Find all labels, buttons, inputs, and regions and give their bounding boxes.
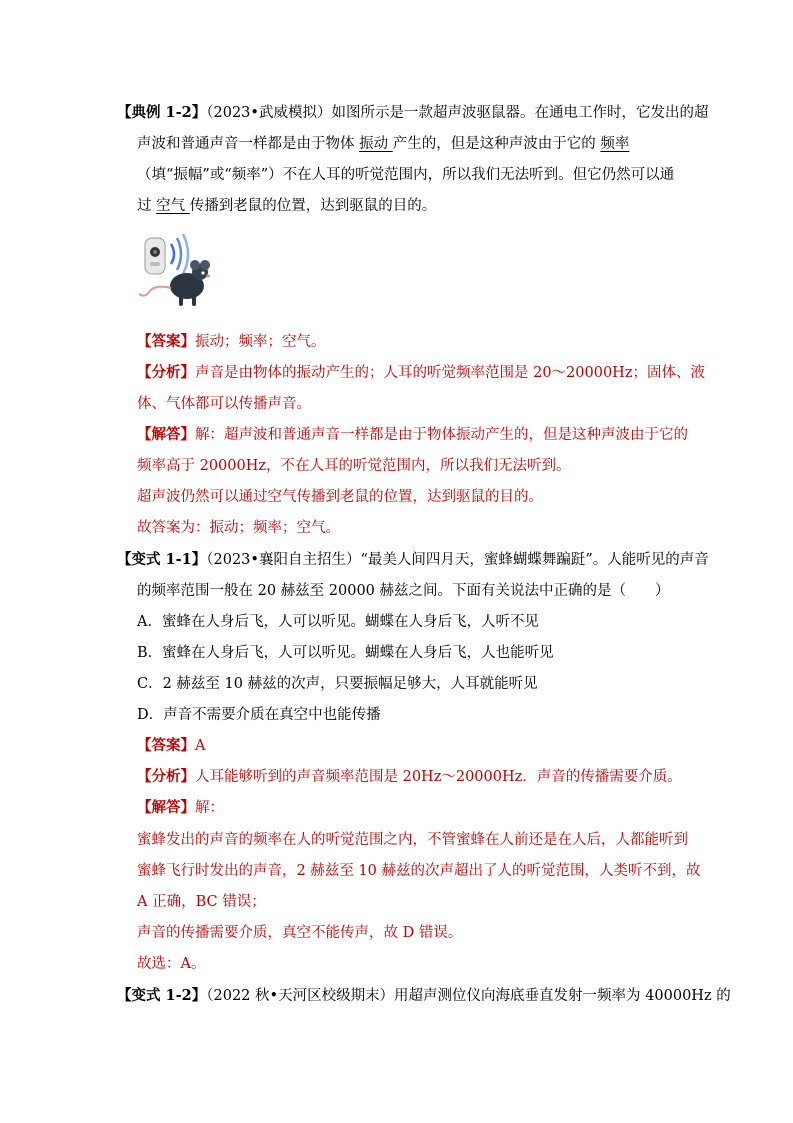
answer-blank-1: 振动: [359, 136, 393, 152]
example-tag: 【典例 1-2】: [117, 104, 207, 121]
example-solution-line-1: 【解答】解：超声波和普通声音一样都是由于物体振动产生的，但是这种声波由于它的: [137, 426, 688, 443]
answer-tag: 【答案】: [137, 333, 195, 350]
option-b: B．蜜蜂在人身后飞，人可以听见。蝴蝶在人身后飞，人也能听见: [137, 645, 554, 661]
answer-blank-2: 频率: [600, 136, 630, 152]
variant1-solution-line-3: A 正确，BC 错误；: [137, 894, 266, 910]
variant1-solution-line-1: 蜜蜂发出的声音的频率在人的听觉范围之内，不管蜜蜂在人前还是在人后，人都能听到: [137, 832, 688, 848]
solution-tag: 【解答】: [137, 426, 195, 443]
variant2-question-line-1: 【变式 1-2】（2022 秋•天河区校级期末）用超声测位仪向海底垂直发射一频率为 40000Hz 的: [117, 987, 731, 1004]
variant1-question-line-2: 的频率范围一般在 20 赫兹至 20000 赫兹之间。下面有关说法中正确的是（ ）: [137, 583, 670, 599]
example-solution-line-2: 频率高于 20000Hz，不在人耳的听觉范围内，所以我们无法听到。: [137, 458, 571, 474]
analysis-tag: 【分析】: [137, 364, 195, 381]
answer-blank-3: 空气: [156, 198, 190, 214]
variant2-tag: 【变式 1-2】: [117, 987, 207, 1004]
variant1-question-line-1: 【变式 1-1】（2023•襄阳自主招生）“最美人间四月天，蜜蜂蝴蝶舞蹁跹”。人能听见的声音: [117, 551, 709, 568]
variant1-tag: 【变式 1-1】: [117, 551, 207, 568]
option-c: C．2 赫兹至 10 赫兹的次声，只要振幅足够大，人耳就能听见: [137, 676, 538, 692]
example-question-line-4: 过 空气 传播到老鼠的位置，达到驱鼠的目的。: [137, 198, 437, 214]
variant1-answer: 【答案】A: [137, 737, 206, 754]
option-d: D．声音不需要介质在真空中也能传播: [137, 707, 381, 723]
example-question-line-1: 【典例 1-2】（2023•武威模拟）如图所示是一款超声波驱鼠器。在通电工作时，它发出的超: [117, 104, 709, 121]
example-question-line-2: 声波和普通声音一样都是由于物体 振动 产生的，但是这种声波由于它的 频率: [137, 136, 630, 152]
variant1-analysis: 【分析】人耳能够听到的声音频率范围是 20Hz～20000Hz．声音的传播需要介质。: [137, 768, 682, 785]
example-final-answer: 故答案为：振动；频率；空气。: [137, 520, 340, 536]
example-analysis-line-2: 体、气体都可以传播声音。: [137, 396, 311, 412]
option-a: A．蜜蜂在人身后飞，人可以听见。蝴蝶在人身后飞，人听不见: [137, 614, 539, 630]
variant1-final-answer: 故选：A。: [137, 956, 206, 972]
ultrasonic-repeller-image: [137, 232, 217, 312]
variant1-solution-line-2: 蜜蜂飞行时发出的声音，2 赫兹至 10 赫兹的次声超出了人的听觉范围，人类听不到，故: [137, 863, 701, 879]
example-analysis-line-1: 【分析】声音是由物体的振动产生的；人耳的听觉频率范围是 20～20000Hz；固体、液: [137, 364, 705, 381]
variant1-solution-line-4: 声音的传播需要介质，真空不能传声，故 D 错误。: [137, 925, 463, 941]
example-question-line-3: （填“振幅”或“频率”）不在人耳的听觉范围内，所以我们无法听到。但它仍然可以通: [137, 167, 675, 183]
example-solution-line-3: 超声波仍然可以通过空气传播到老鼠的位置，达到驱鼠的目的。: [137, 489, 543, 505]
example-answer: 【答案】振动；频率；空气。: [137, 333, 326, 350]
variant1-solution-head: 【解答】解：: [137, 799, 224, 816]
